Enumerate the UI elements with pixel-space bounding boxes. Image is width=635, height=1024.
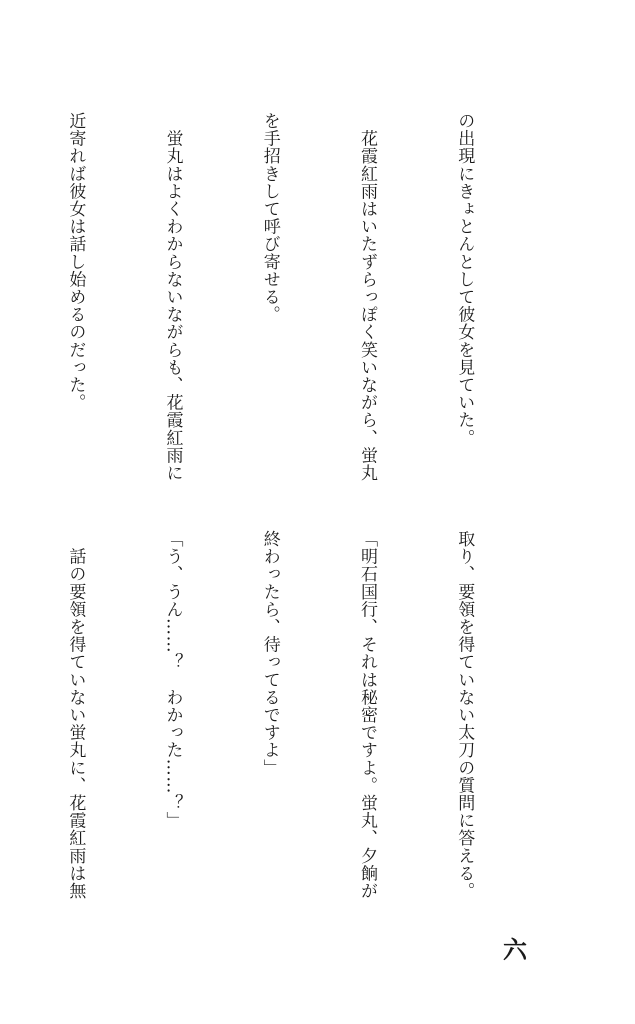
text-column: を手招きして呼び寄せる。 [259, 112, 280, 324]
text-column: 終わったら、待ってるですよ」 [259, 530, 280, 777]
page-number: 六 [503, 935, 527, 964]
text-column: の出現にきょとんとして彼女を見ていた。 [454, 112, 475, 447]
text-column: 取り、要領を得ていない太刀の質問に答える。 [454, 530, 475, 900]
top-text-block [65, 112, 545, 502]
text-column: 花霞紅雨はいたずらっぽく笑いながら、蛍丸 [356, 112, 377, 482]
text-column: 「明石国行、それは秘密ですよ。蛍丸、夕餉が [356, 530, 377, 900]
bottom-text-block [65, 530, 545, 920]
text-column: 「う、うん……？ わかった……？」 [162, 530, 183, 830]
text-column: 蛍丸はよくわからないながらも、花霞紅雨に [162, 112, 183, 482]
text-column: 話の要領を得ていない蛍丸に、花霞紅雨は無 [65, 530, 86, 900]
text-column: 近寄れば彼女は話し始めるのだった。 [65, 112, 86, 412]
